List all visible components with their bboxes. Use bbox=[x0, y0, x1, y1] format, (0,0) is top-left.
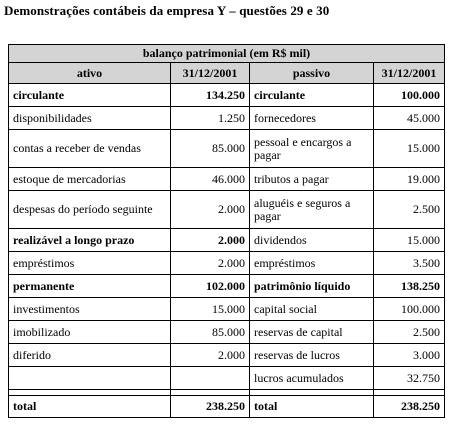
header-passivo: passivo bbox=[250, 63, 374, 84]
ativo-value: 2.000 bbox=[171, 229, 250, 252]
passivo-value: 2.500 bbox=[374, 321, 445, 344]
table-title-row bbox=[9, 45, 445, 63]
ativo-value: 1.250 bbox=[171, 107, 250, 130]
passivo-value: 2.500 bbox=[374, 191, 445, 229]
table-row bbox=[9, 344, 445, 367]
ativo-value: 2.000 bbox=[171, 344, 250, 367]
ativo-value: 134.250 bbox=[171, 84, 250, 107]
table-row bbox=[9, 191, 445, 229]
ativo-label: empréstimos bbox=[9, 252, 171, 275]
ativo-value: 2.000 bbox=[171, 252, 250, 275]
header-passivo-date: 31/12/2001 bbox=[374, 63, 445, 84]
passivo-value: 32.750 bbox=[374, 367, 445, 390]
ativo-value: 85.000 bbox=[171, 130, 250, 168]
table-row bbox=[9, 252, 445, 275]
ativo-total-value: 238.250 bbox=[171, 396, 250, 418]
ativo-label: investimentos bbox=[9, 298, 171, 321]
passivo-label: dividendos bbox=[250, 229, 374, 252]
passivo-label: reservas de capital bbox=[250, 321, 374, 344]
balance-sheet-body bbox=[9, 45, 445, 418]
passivo-label: patrimônio líquido bbox=[250, 275, 374, 298]
ativo-label: disponibilidades bbox=[9, 107, 171, 130]
ativo-value bbox=[171, 367, 250, 390]
passivo-value: 15.000 bbox=[374, 130, 445, 168]
passivo-label: capital social bbox=[250, 298, 374, 321]
balance-sheet-table bbox=[8, 44, 445, 418]
passivo-value: 3.000 bbox=[374, 344, 445, 367]
table-row bbox=[9, 107, 445, 130]
ativo-label: despesas do período seguinte bbox=[9, 191, 171, 229]
ativo-label: diferido bbox=[9, 344, 171, 367]
ativo-label: contas a receber de vendas bbox=[9, 130, 171, 168]
passivo-label: lucros acumulados bbox=[250, 367, 374, 390]
table-header-row bbox=[9, 63, 445, 84]
ativo-total-label: total bbox=[9, 396, 171, 418]
ativo-label: imobilizado bbox=[9, 321, 171, 344]
table-row bbox=[9, 168, 445, 191]
table-row bbox=[9, 321, 445, 344]
ativo-value: 85.000 bbox=[171, 321, 250, 344]
passivo-value: 100.000 bbox=[374, 298, 445, 321]
table-row bbox=[9, 367, 445, 390]
ativo-label: permanente bbox=[9, 275, 171, 298]
passivo-label: pessoal e encargos a pagar bbox=[250, 130, 374, 168]
ativo-value: 46.000 bbox=[171, 168, 250, 191]
table-row bbox=[9, 298, 445, 321]
table-row bbox=[9, 84, 445, 107]
passivo-value: 19.000 bbox=[374, 168, 445, 191]
ativo-label: estoque de mercadorias bbox=[9, 168, 171, 191]
ativo-value: 2.000 bbox=[171, 191, 250, 229]
passivo-value: 15.000 bbox=[374, 229, 445, 252]
header-ativo-date: 31/12/2001 bbox=[171, 63, 250, 84]
table-row bbox=[9, 275, 445, 298]
passivo-value: 100.000 bbox=[374, 84, 445, 107]
ativo-label bbox=[9, 367, 171, 390]
passivo-label: aluguéis e seguros a pagar bbox=[250, 191, 374, 229]
passivo-value: 138.250 bbox=[374, 275, 445, 298]
total-row bbox=[9, 396, 445, 418]
passivo-label: tributos a pagar bbox=[250, 168, 374, 191]
passivo-label: empréstimos bbox=[250, 252, 374, 275]
passivo-label: fornecedores bbox=[250, 107, 374, 130]
table-title: balanço patrimonial (em R$ mil) bbox=[9, 45, 445, 63]
table-row bbox=[9, 229, 445, 252]
header-ativo: ativo bbox=[9, 63, 171, 84]
passivo-value: 3.500 bbox=[374, 252, 445, 275]
passivo-total-label: total bbox=[250, 396, 374, 418]
passivo-label: circulante bbox=[250, 84, 374, 107]
ativo-value: 15.000 bbox=[171, 298, 250, 321]
passivo-label: reservas de lucros bbox=[250, 344, 374, 367]
ativo-label: circulante bbox=[9, 84, 171, 107]
ativo-label: realizável a longo prazo bbox=[9, 229, 171, 252]
ativo-value: 102.000 bbox=[171, 275, 250, 298]
passivo-value: 45.000 bbox=[374, 107, 445, 130]
page-heading: Demonstrações contábeis da empresa Y – questões 29 e 30 bbox=[4, 3, 330, 18]
table-row bbox=[9, 130, 445, 168]
passivo-total-value: 238.250 bbox=[374, 396, 445, 418]
